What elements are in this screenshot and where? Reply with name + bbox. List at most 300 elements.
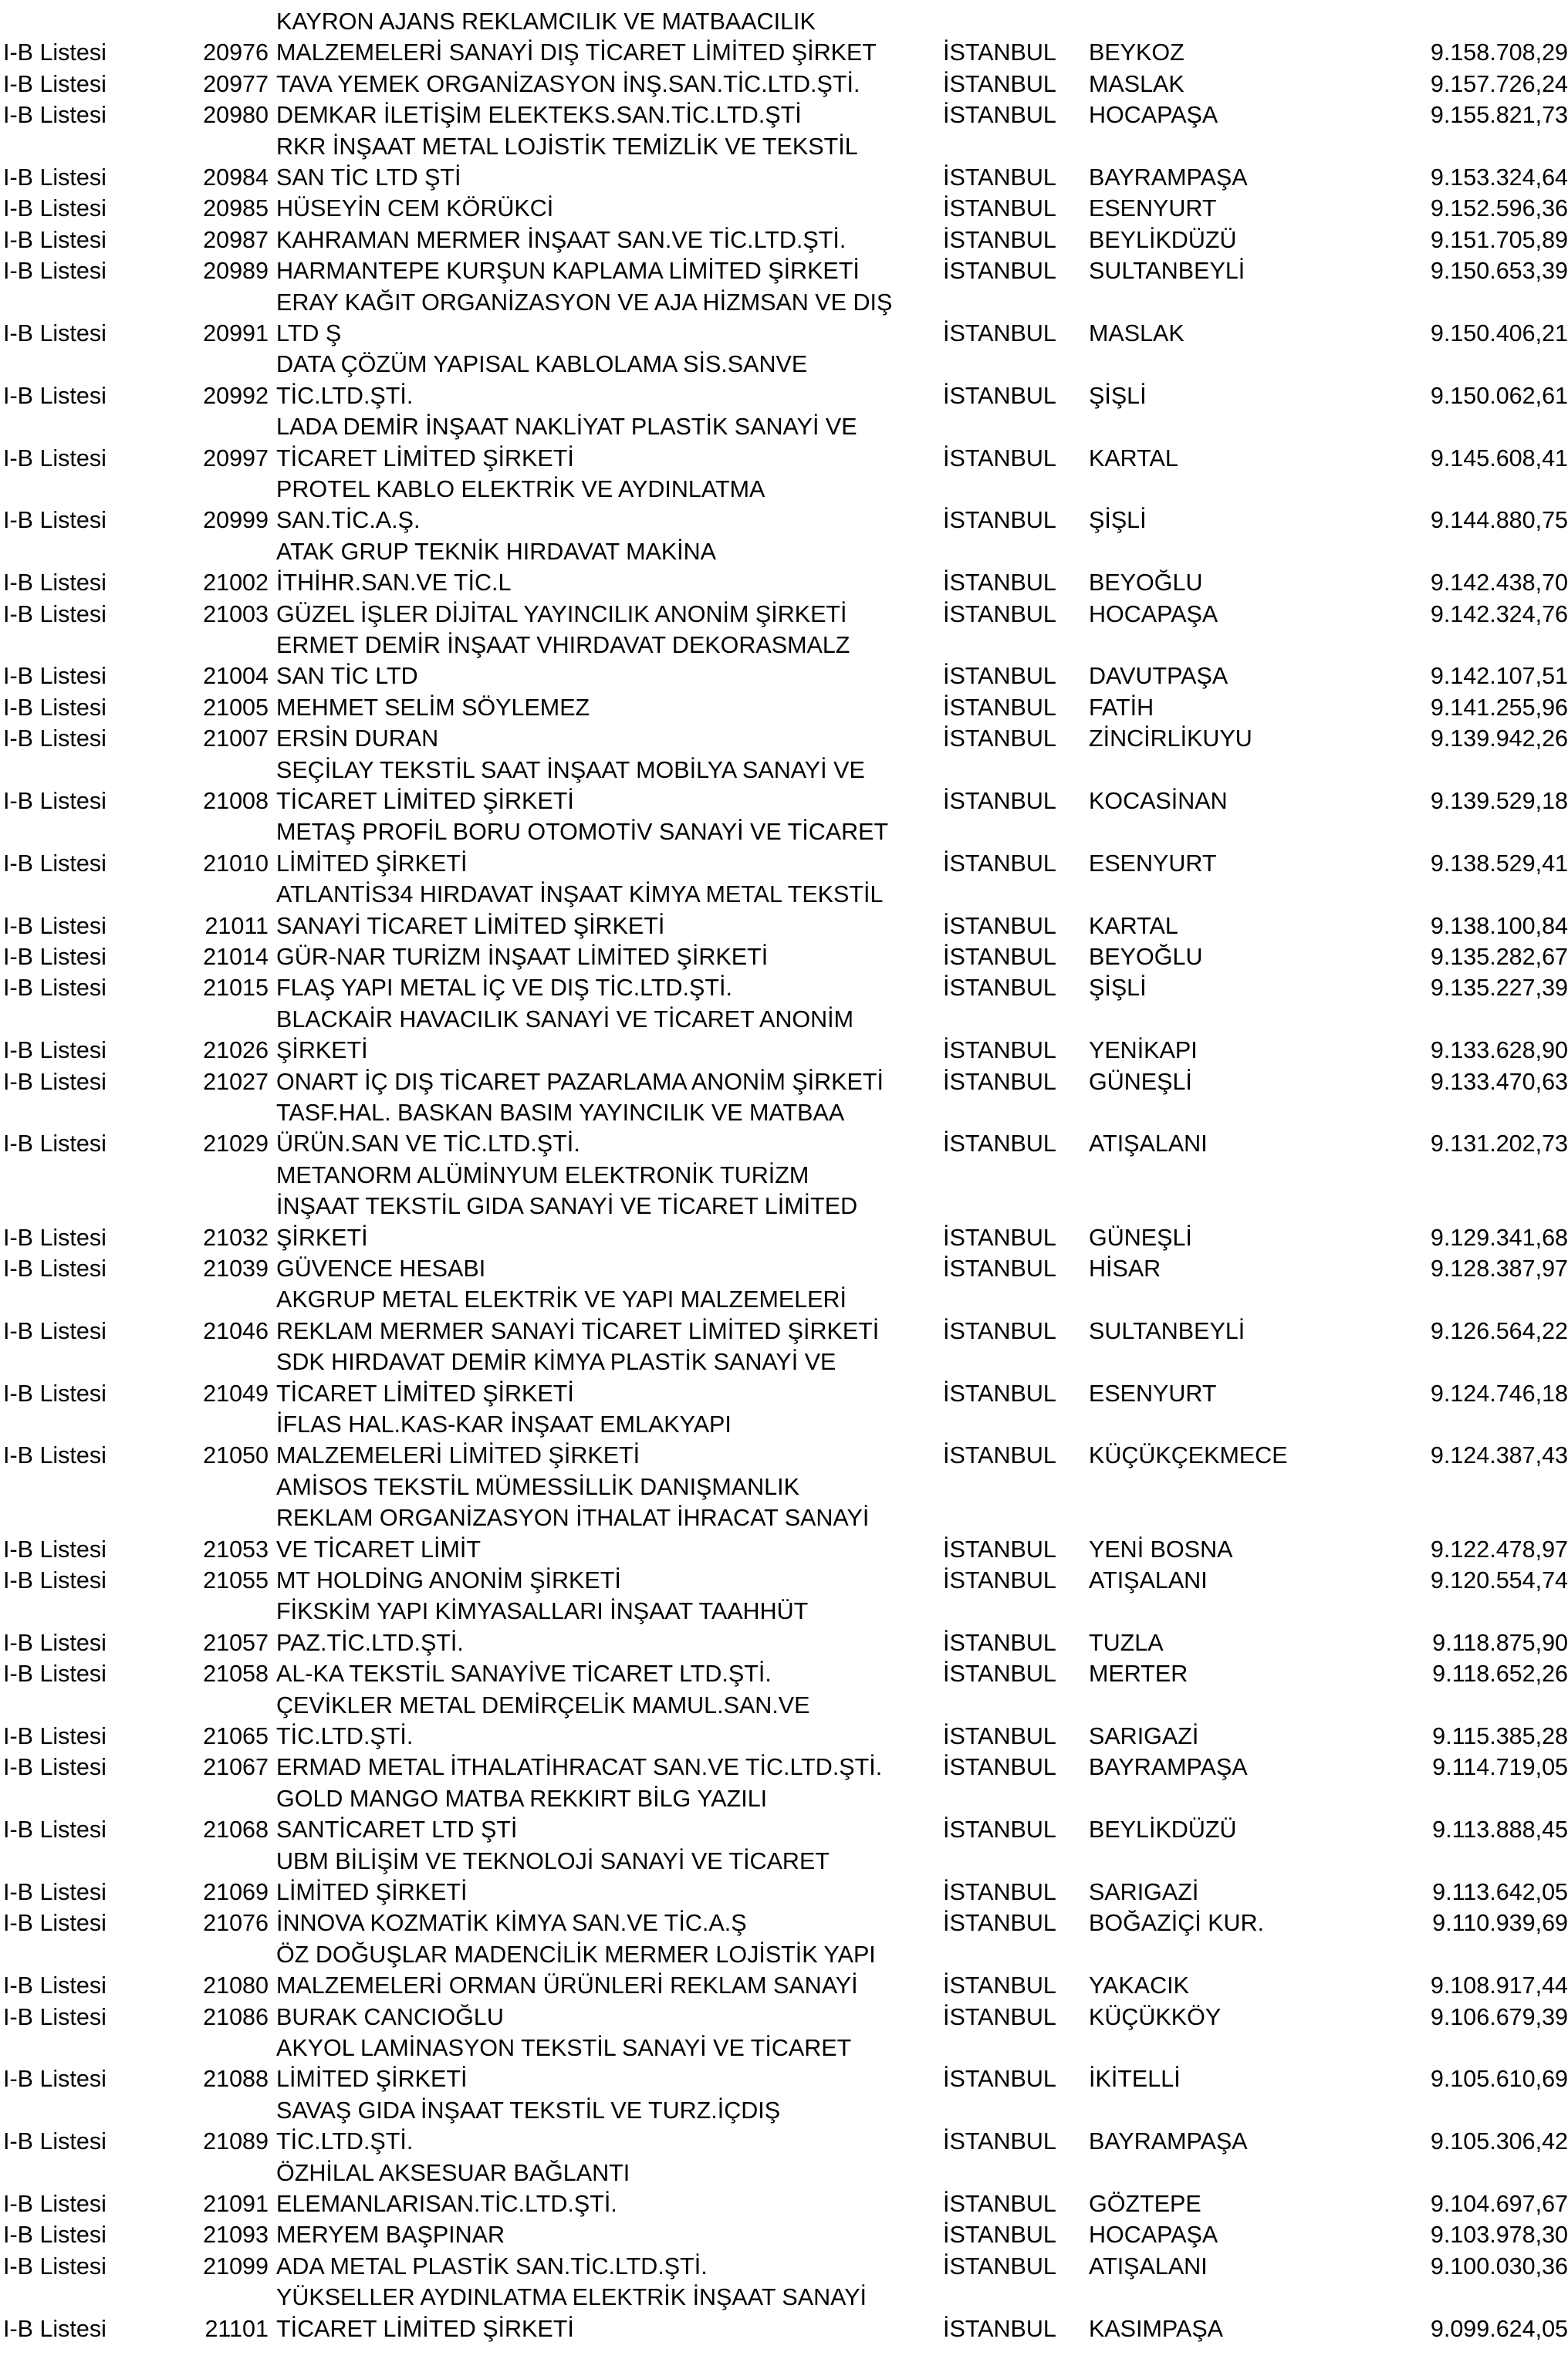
district: HOCAPAŞA <box>1089 102 1218 129</box>
city: İSTANBUL <box>943 1754 1056 1781</box>
company-name: MEHMET SELİM SÖYLEMEZ <box>276 694 590 721</box>
record-number: 21069 <box>203 1879 269 1905</box>
company-name: TİC.LTD.ŞTİ. <box>276 2128 414 2155</box>
debt-amount: 9.139.529,18 <box>1430 788 1568 814</box>
debt-amount: 9.152.596,36 <box>1430 195 1568 222</box>
list-type: I-B Listesi <box>3 1910 106 1937</box>
city: İSTANBUL <box>943 320 1056 346</box>
list-type: I-B Listesi <box>3 1567 106 1594</box>
company-name: LTD Ş <box>276 320 342 346</box>
city: İSTANBUL <box>943 1037 1056 1064</box>
company-name-line: REKLAM ORGANİZASYON İTHALAT İHRACAT SANAYİ <box>276 1505 870 1532</box>
district: BEYLİKDÜZÜ <box>1089 1817 1237 1844</box>
record-number: 20992 <box>203 382 269 409</box>
city: İSTANBUL <box>943 1317 1056 1344</box>
record-number: 20976 <box>203 39 269 66</box>
debt-amount: 9.104.697,67 <box>1430 2191 1568 2217</box>
list-type: I-B Listesi <box>3 1754 106 1781</box>
company-name: LİMİTED ŞİRKETİ <box>276 2066 468 2093</box>
record-number: 21015 <box>203 975 269 1002</box>
debt-amount: 9.103.978,30 <box>1430 2222 1568 2249</box>
list-type: I-B Listesi <box>3 1130 106 1158</box>
debt-amount: 9.139.942,26 <box>1430 725 1568 752</box>
district: ESENYURT <box>1089 195 1217 222</box>
district: SULTANBEYLİ <box>1089 258 1245 285</box>
district: SARIGAZİ <box>1089 1723 1199 1749</box>
list-type: I-B Listesi <box>3 444 106 471</box>
list-type: I-B Listesi <box>3 2003 106 2030</box>
list-type: I-B Listesi <box>3 226 106 253</box>
district: ESENYURT <box>1089 1380 1217 1407</box>
debt-amount: 9.155.821,73 <box>1430 102 1568 129</box>
record-number: 21099 <box>203 2253 269 2280</box>
district: YENİ BOSNA <box>1089 1536 1233 1563</box>
debt-amount: 9.151.705,89 <box>1430 226 1568 253</box>
company-name: TİCARET LİMİTED ŞİRKETİ <box>276 1380 574 1407</box>
record-number: 20985 <box>203 195 269 222</box>
company-name: HÜSEYİN CEM KÖRÜKCİ <box>276 195 554 222</box>
list-type: I-B Listesi <box>3 1817 106 1844</box>
company-name-line: KAYRON AJANS REKLAMCILIK VE MATBAACILIK <box>276 8 816 35</box>
company-name: ELEMANLARISAN.TİC.LTD.ŞTİ. <box>276 2191 617 2217</box>
record-number: 21008 <box>203 788 269 814</box>
city: İSTANBUL <box>943 1817 1056 1844</box>
district: HOCAPAŞA <box>1089 2222 1218 2249</box>
city: İSTANBUL <box>943 569 1056 597</box>
list-type: I-B Listesi <box>3 102 106 129</box>
company-name: GÜVENCE HESABI <box>276 1256 486 1282</box>
city: İSTANBUL <box>943 1910 1056 1937</box>
list-type: I-B Listesi <box>3 1380 106 1407</box>
district: GÜNEŞLİ <box>1089 1068 1192 1095</box>
list-type: I-B Listesi <box>3 850 106 877</box>
debt-amount: 9.122.478,97 <box>1430 1536 1568 1563</box>
list-type: I-B Listesi <box>3 788 106 814</box>
record-number: 21007 <box>203 725 269 752</box>
city: İSTANBUL <box>943 1442 1056 1469</box>
debt-amount: 9.144.880,75 <box>1430 507 1568 534</box>
record-number: 21010 <box>203 850 269 877</box>
district: KARTAL <box>1089 912 1178 939</box>
record-number: 21089 <box>203 2128 269 2155</box>
list-type: I-B Listesi <box>3 912 106 939</box>
record-number: 21050 <box>203 1442 269 1469</box>
district: MERTER <box>1089 1661 1188 1688</box>
list-type: I-B Listesi <box>3 1723 106 1749</box>
debt-amount: 9.141.255,96 <box>1430 694 1568 721</box>
city: İSTANBUL <box>943 600 1056 627</box>
company-name-line: GOLD MANGO MATBA REKKIRT BİLG YAZILI <box>276 1785 768 1812</box>
record-number: 21086 <box>203 2003 269 2030</box>
debt-amount: 9.158.708,29 <box>1430 39 1568 66</box>
list-type: I-B Listesi <box>3 1972 106 1999</box>
debt-amount: 9.120.554,74 <box>1430 1567 1568 1594</box>
list-type: I-B Listesi <box>3 975 106 1002</box>
debt-amount: 9.124.746,18 <box>1430 1380 1568 1407</box>
company-name-line: DATA ÇÖZÜM YAPISAL KABLOLAMA SİS.SANVE <box>276 351 808 378</box>
company-name: TAVA YEMEK ORGANİZASYON İNŞ.SAN.TİC.LTD.ŞTİ. <box>276 70 860 97</box>
city: İSTANBUL <box>943 1068 1056 1095</box>
record-number: 21046 <box>203 1317 269 1344</box>
company-name-line: İNŞAAT TEKSTİL GIDA SANAYİ VE TİCARET LİMİTED <box>276 1193 858 1220</box>
company-name-line: TASF.HAL. BASKAN BASIM YAYINCILIK VE MATBAA <box>276 1100 845 1126</box>
city: İSTANBUL <box>943 39 1056 66</box>
city: İSTANBUL <box>943 2003 1056 2030</box>
company-name-line: AKGRUP METAL ELEKTRİK VE YAPI MALZEMELERİ <box>276 1286 847 1313</box>
record-number: 21005 <box>203 694 269 721</box>
city: İSTANBUL <box>943 912 1056 939</box>
debt-amount: 9.099.624,05 <box>1430 2315 1568 2342</box>
debt-amount: 9.150.653,39 <box>1430 258 1568 285</box>
company-name: SANTİCARET LTD ŞTİ <box>276 1817 518 1844</box>
company-name-line: SEÇİLAY TEKSTİL SAAT İNŞAAT MOBİLYA SANAYİ VE <box>276 756 865 783</box>
city: İSTANBUL <box>943 2191 1056 2217</box>
district: GÖZTEPE <box>1089 2191 1201 2217</box>
company-name: MALZEMELERİ LİMİTED ŞİRKETİ <box>276 1442 640 1469</box>
company-name: LİMİTED ŞİRKETİ <box>276 850 468 877</box>
debt-amount: 9.114.719,05 <box>1432 1754 1568 1781</box>
company-name: SAN TİC LTD ŞTİ <box>276 164 461 191</box>
company-name: GÜZEL İŞLER DİJİTAL YAYINCILIK ANONİM ŞİRKETİ <box>276 600 847 627</box>
record-number: 21029 <box>203 1130 269 1158</box>
record-number: 21039 <box>203 1256 269 1282</box>
city: İSTANBUL <box>943 1879 1056 1905</box>
company-name-line: FİKSKİM YAPI KİMYASALLARI İNŞAAT TAAHHÜT <box>276 1598 809 1625</box>
company-name: ADA METAL PLASTİK SAN.TİC.LTD.ŞTİ. <box>276 2253 708 2280</box>
record-number: 21011 <box>204 912 269 939</box>
district: GÜNEŞLİ <box>1089 1224 1192 1251</box>
record-number: 21067 <box>203 1754 269 1781</box>
district: ATIŞALANI <box>1089 2253 1208 2280</box>
city: İSTANBUL <box>943 2253 1056 2280</box>
company-name: ŞİRKETİ <box>276 1224 368 1251</box>
company-name: İTHİHR.SAN.VE TİC.L <box>276 569 512 597</box>
list-type: I-B Listesi <box>3 1536 106 1563</box>
record-number: 21032 <box>203 1224 269 1251</box>
city: İSTANBUL <box>943 1224 1056 1251</box>
record-number: 21080 <box>203 1972 269 1999</box>
district: ATIŞALANI <box>1089 1567 1208 1594</box>
record-number: 21027 <box>203 1068 269 1095</box>
list-type: I-B Listesi <box>3 1256 106 1282</box>
district: BOĞAZİÇİ KUR. <box>1089 1910 1265 1937</box>
company-name: ONART İÇ DIŞ TİCARET PAZARLAMA ANONİM ŞİRKETİ <box>276 1068 884 1095</box>
district: FATİH <box>1089 694 1154 721</box>
debt-amount: 9.138.529,41 <box>1430 850 1568 877</box>
company-name: İNNOVA KOZMATİK KİMYA SAN.VE TİC.A.Ş <box>276 1910 747 1937</box>
debt-amount: 9.157.726,24 <box>1430 70 1568 97</box>
company-name-line: METANORM ALÜMİNYUM ELEKTRONİK TURİZM <box>276 1161 809 1188</box>
company-name-line: BLACKAİR HAVACILIK SANAYİ VE TİCARET ANONİM <box>276 1005 854 1032</box>
company-name: BURAK CANCIOĞLU <box>276 2003 504 2030</box>
company-name-line: ÖZHİLAL AKSESUAR BAĞLANTI <box>276 2159 630 2186</box>
company-name-line: RKR İNŞAAT METAL LOJİSTİK TEMİZLİK VE TEKSTİL <box>276 133 858 160</box>
list-type: I-B Listesi <box>3 258 106 285</box>
city: İSTANBUL <box>943 725 1056 752</box>
company-name: TİC.LTD.ŞTİ. <box>276 1723 414 1749</box>
debt-amount: 9.108.917,44 <box>1430 1972 1568 1999</box>
debt-amount: 9.133.470,63 <box>1430 1068 1568 1095</box>
district: KÜÇÜKÇEKMECE <box>1089 1442 1288 1469</box>
district: KÜÇÜKKÖY <box>1089 2003 1222 2030</box>
list-type: I-B Listesi <box>3 600 106 627</box>
company-name: MERYEM BAŞPINAR <box>276 2222 505 2249</box>
debt-amount: 9.115.385,28 <box>1432 1723 1568 1749</box>
list-type: I-B Listesi <box>3 70 106 97</box>
list-type: I-B Listesi <box>3 694 106 721</box>
district: TUZLA <box>1089 1629 1164 1656</box>
district: HİSAR <box>1089 1256 1161 1282</box>
city: İSTANBUL <box>943 975 1056 1002</box>
list-type: I-B Listesi <box>3 1661 106 1688</box>
city: İSTANBUL <box>943 788 1056 814</box>
district: İKİTELLİ <box>1089 2066 1181 2093</box>
city: İSTANBUL <box>943 1629 1056 1656</box>
city: İSTANBUL <box>943 1567 1056 1594</box>
company-name-line: SDK HIRDAVAT DEMİR KİMYA PLASTİK SANAYİ VE <box>276 1349 836 1376</box>
company-name-line: METAŞ PROFİL BORU OTOMOTİV SANAYİ VE TİCARET <box>276 819 889 846</box>
company-name: SAN TİC LTD <box>276 663 418 690</box>
district: BEYLİKDÜZÜ <box>1089 226 1237 253</box>
district: ATIŞALANI <box>1089 1130 1208 1158</box>
record-number: 21055 <box>203 1567 269 1594</box>
record-number: 21058 <box>203 1661 269 1688</box>
debt-amount: 9.131.202,73 <box>1430 1130 1568 1158</box>
city: İSTANBUL <box>943 258 1056 285</box>
debt-amount: 9.135.227,39 <box>1430 975 1568 1002</box>
company-name: TİCARET LİMİTED ŞİRKETİ <box>276 2315 574 2342</box>
record-number: 20987 <box>203 226 269 253</box>
district: BAYRAMPAŞA <box>1089 2128 1248 2155</box>
company-name: ŞİRKETİ <box>276 1037 368 1064</box>
debt-amount: 9.133.628,90 <box>1430 1037 1568 1064</box>
record-number: 20980 <box>203 102 269 129</box>
company-name-line: UBM BİLİŞİM VE TEKNOLOJİ SANAYİ VE TİCARET <box>276 1847 830 1874</box>
record-number: 21003 <box>203 600 269 627</box>
record-number: 21026 <box>203 1037 269 1064</box>
debt-amount: 9.142.438,70 <box>1430 569 1568 597</box>
record-number: 21076 <box>203 1910 269 1937</box>
city: İSTANBUL <box>943 102 1056 129</box>
district: KARTAL <box>1089 444 1178 471</box>
company-name: HARMANTEPE KURŞUN KAPLAMA LİMİTED ŞİRKETİ <box>276 258 860 285</box>
company-name: SANAYİ TİCARET LİMİTED ŞİRKETİ <box>276 912 665 939</box>
debt-amount: 9.145.608,41 <box>1430 444 1568 471</box>
debt-amount: 9.124.387,43 <box>1430 1442 1568 1469</box>
list-type: I-B Listesi <box>3 382 106 409</box>
record-number: 20991 <box>203 320 269 346</box>
list-type: I-B Listesi <box>3 39 106 66</box>
record-number: 20999 <box>203 507 269 534</box>
city: İSTANBUL <box>943 1256 1056 1282</box>
list-type: I-B Listesi <box>3 1629 106 1656</box>
record-number: 21068 <box>203 1817 269 1844</box>
district: BAYRAMPAŞA <box>1089 1754 1248 1781</box>
company-name-line: ERAY KAĞIT ORGANİZASYON VE AJA HİZMSAN VE DIŞ <box>276 289 893 316</box>
debt-amount: 9.113.888,45 <box>1432 1817 1568 1844</box>
city: İSTANBUL <box>943 2128 1056 2155</box>
district: HOCAPAŞA <box>1089 600 1218 627</box>
city: İSTANBUL <box>943 195 1056 222</box>
debt-amount: 9.106.679,39 <box>1430 2003 1568 2030</box>
record-number: 21053 <box>203 1536 269 1563</box>
record-number: 20977 <box>203 70 269 97</box>
district: DAVUTPAŞA <box>1089 663 1228 690</box>
record-number: 21004 <box>203 663 269 690</box>
list-type: I-B Listesi <box>3 1317 106 1344</box>
company-name: AL-KA TEKSTİL SANAYİVE TİCARET LTD.ŞTİ. <box>276 1661 772 1688</box>
company-name-line: YÜKSELLER AYDINLATMA ELEKTRİK İNŞAAT SANAYİ <box>276 2284 867 2311</box>
record-number: 21065 <box>203 1723 269 1749</box>
list-type: I-B Listesi <box>3 320 106 346</box>
company-name: MT HOLDİNG ANONİM ŞİRKETİ <box>276 1567 621 1594</box>
debt-amount: 9.118.875,90 <box>1432 1629 1568 1656</box>
record-number: 21091 <box>203 2191 269 2217</box>
district: SARIGAZİ <box>1089 1879 1199 1905</box>
city: İSTANBUL <box>943 850 1056 877</box>
list-type: I-B Listesi <box>3 2222 106 2249</box>
debt-amount: 9.110.939,69 <box>1432 1910 1568 1937</box>
debt-amount: 9.118.652,26 <box>1432 1661 1568 1688</box>
company-name: ÜRÜN.SAN VE TİC.LTD.ŞTİ. <box>276 1130 580 1158</box>
company-name: VE TİCARET LİMİT <box>276 1536 481 1563</box>
company-name-line: AMİSOS TEKSTİL MÜMESSİLLİK DANIŞMANLIK <box>276 1473 799 1500</box>
district: BEYOĞLU <box>1089 944 1203 970</box>
debt-amount: 9.150.062,61 <box>1430 382 1568 409</box>
list-type: I-B Listesi <box>3 1068 106 1095</box>
list-type: I-B Listesi <box>3 663 106 690</box>
list-type: I-B Listesi <box>3 2066 106 2093</box>
city: İSTANBUL <box>943 1723 1056 1749</box>
district: YENİKAPI <box>1089 1037 1198 1064</box>
city: İSTANBUL <box>943 70 1056 97</box>
city: İSTANBUL <box>943 226 1056 253</box>
city: İSTANBUL <box>943 1661 1056 1688</box>
company-name: MALZEMELERİ ORMAN ÜRÜNLERİ REKLAM SANAYİ <box>276 1972 858 1999</box>
list-type: I-B Listesi <box>3 2128 106 2155</box>
list-type: I-B Listesi <box>3 164 106 191</box>
company-name: KAHRAMAN MERMER İNŞAAT SAN.VE TİC.LTD.ŞTİ. <box>276 226 847 253</box>
company-name-line: ATLANTİS34 HIRDAVAT İNŞAAT KİMYA METAL TEKSTİL <box>276 881 884 908</box>
list-type: I-B Listesi <box>3 569 106 597</box>
list-type: I-B Listesi <box>3 725 106 752</box>
city: İSTANBUL <box>943 2315 1056 2342</box>
city: İSTANBUL <box>943 2222 1056 2249</box>
district: KASIMPAŞA <box>1089 2315 1224 2342</box>
record-number: 21088 <box>203 2066 269 2093</box>
district: MASLAK <box>1089 320 1184 346</box>
company-name: REKLAM MERMER SANAYİ TİCARET LİMİTED ŞİRKETİ <box>276 1317 880 1344</box>
company-name: SAN.TİC.A.Ş. <box>276 507 421 534</box>
city: İSTANBUL <box>943 444 1056 471</box>
city: İSTANBUL <box>943 382 1056 409</box>
district: KOCASİNAN <box>1089 788 1228 814</box>
company-name: TİC.LTD.ŞTİ. <box>276 382 414 409</box>
city: İSTANBUL <box>943 164 1056 191</box>
company-name-line: ERMET DEMİR İNŞAAT VHIRDAVAT DEKORASMALZ <box>276 632 850 658</box>
district: ZİNCİRLİKUYU <box>1089 725 1252 752</box>
city: İSTANBUL <box>943 1972 1056 1999</box>
company-name-line: İFLAS HAL.KAS-KAR İNŞAAT EMLAKYAPI <box>276 1411 732 1438</box>
debt-amount: 9.126.564,22 <box>1430 1317 1568 1344</box>
district: BEYKOZ <box>1089 39 1184 66</box>
debt-amount: 9.100.030,36 <box>1430 2253 1568 2280</box>
city: İSTANBUL <box>943 507 1056 534</box>
record-number: 20984 <box>203 164 269 191</box>
company-name: TİCARET LİMİTED ŞİRKETİ <box>276 788 574 814</box>
district: ŞİŞLİ <box>1089 382 1147 409</box>
city: İSTANBUL <box>943 2066 1056 2093</box>
list-type: I-B Listesi <box>3 1224 106 1251</box>
record-number: 21014 <box>203 944 269 970</box>
debt-amount: 9.105.306,42 <box>1430 2128 1568 2155</box>
district: ESENYURT <box>1089 850 1217 877</box>
company-name: GÜR-NAR TURİZM İNŞAAT LİMİTED ŞİRKETİ <box>276 944 769 970</box>
company-name-line: ÖZ DOĞUŞLAR MADENCİLİK MERMER LOJİSTİK YAPI <box>276 1941 876 1968</box>
record-number: 21101 <box>204 2315 269 2342</box>
company-name-line: LADA DEMİR İNŞAAT NAKLİYAT PLASTİK SANAYİ VE <box>276 414 857 441</box>
city: İSTANBUL <box>943 944 1056 970</box>
company-name-line: PROTEL KABLO ELEKTRİK VE AYDINLATMA <box>276 476 765 502</box>
list-type: I-B Listesi <box>3 944 106 970</box>
list-type: I-B Listesi <box>3 1879 106 1905</box>
company-name: FLAŞ YAPI METAL İÇ VE DIŞ TİC.LTD.ŞTİ. <box>276 975 732 1002</box>
record-number: 21002 <box>203 569 269 597</box>
debt-amount: 9.153.324,64 <box>1430 164 1568 191</box>
company-name: TİCARET LİMİTED ŞİRKETİ <box>276 444 574 471</box>
company-name-line: SAVAŞ GIDA İNŞAAT TEKSTİL VE TURZ.İÇDIŞ <box>276 2097 781 2124</box>
company-name: ERMAD METAL İTHALATİHRACAT SAN.VE TİC.LTD.ŞTİ. <box>276 1754 883 1781</box>
list-type: I-B Listesi <box>3 507 106 534</box>
company-name: MALZEMELERİ SANAYİ DIŞ TİCARET LİMİTED ŞİRKET <box>276 39 877 66</box>
district: BEYOĞLU <box>1089 569 1203 597</box>
list-type: I-B Listesi <box>3 195 106 222</box>
debt-amount: 9.138.100,84 <box>1430 912 1568 939</box>
company-name: ERSİN DURAN <box>276 725 439 752</box>
district: ŞİŞLİ <box>1089 507 1147 534</box>
debt-amount: 9.129.341,68 <box>1430 1224 1568 1251</box>
city: İSTANBUL <box>943 1380 1056 1407</box>
district: YAKACIK <box>1089 1972 1189 1999</box>
list-type: I-B Listesi <box>3 1037 106 1064</box>
record-number: 20989 <box>203 258 269 285</box>
city: İSTANBUL <box>943 663 1056 690</box>
company-name: DEMKAR İLETİŞİM ELEKTEKS.SAN.TİC.LTD.ŞTİ <box>276 102 802 129</box>
list-type: I-B Listesi <box>3 2315 106 2342</box>
debt-amount: 9.142.324,76 <box>1430 600 1568 627</box>
company-name: PAZ.TİC.LTD.ŞTİ. <box>276 1629 464 1656</box>
list-type: I-B Listesi <box>3 2253 106 2280</box>
record-number: 21057 <box>203 1629 269 1656</box>
city: İSTANBUL <box>943 1130 1056 1158</box>
company-name-line: AKYOL LAMİNASYON TEKSTİL SANAYİ VE TİCARET <box>276 2035 852 2061</box>
debt-amount: 9.113.642,05 <box>1432 1879 1568 1905</box>
list-type: I-B Listesi <box>3 1442 106 1469</box>
record-number: 20997 <box>203 444 269 471</box>
company-name-line: ÇEVİKLER METAL DEMİRÇELİK MAMUL.SAN.VE <box>276 1692 810 1719</box>
city: İSTANBUL <box>943 1536 1056 1563</box>
district: MASLAK <box>1089 70 1184 97</box>
city: İSTANBUL <box>943 694 1056 721</box>
debt-amount: 9.150.406,21 <box>1430 320 1568 346</box>
debt-amount: 9.128.387,97 <box>1430 1256 1568 1282</box>
debt-amount: 9.142.107,51 <box>1430 663 1568 690</box>
district: SULTANBEYLİ <box>1089 1317 1245 1344</box>
debt-amount: 9.105.610,69 <box>1430 2066 1568 2093</box>
company-name: LİMİTED ŞİRKETİ <box>276 1879 468 1905</box>
record-number: 21093 <box>203 2222 269 2249</box>
record-number: 21049 <box>203 1380 269 1407</box>
